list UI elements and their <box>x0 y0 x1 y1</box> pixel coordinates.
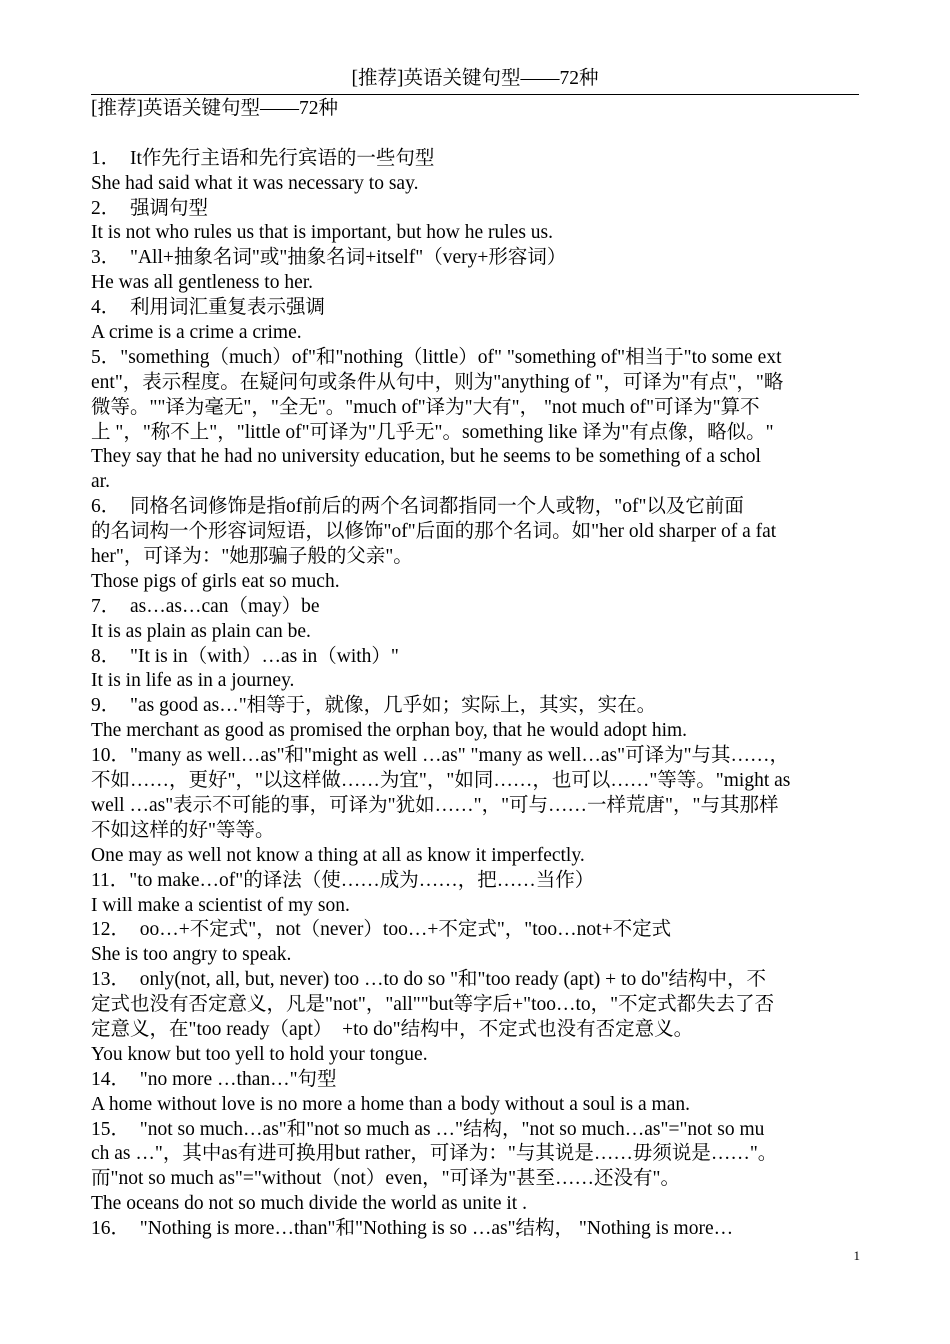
text-line: 微等。""译为毫无"，"全无"。"much of"译为"大有"， "not much of"可译为"算不 <box>91 396 760 418</box>
text-line: The merchant as good as promised the orphan boy, that he would adopt him. <box>91 720 688 742</box>
text-line: ch as …"，其中as有进可换用but rather，可译为："与其说是……毋须说是……"。 <box>91 1143 778 1165</box>
document-title: [推荐]英语关键句型——72种 <box>91 98 338 119</box>
text-line: Those pigs of girls eat so much. <box>91 570 340 592</box>
text-line: 2． 强调句型 <box>91 197 209 219</box>
page-number: 1 <box>853 1248 860 1263</box>
text-line: It is not who rules us that is important, but how he rules us. <box>91 222 554 244</box>
text-line: 不如……，更好"，"以这样做……为宜"，"如同……，也可以……"等等。"might as <box>91 770 791 792</box>
text-line: It is in life as in a journey. <box>91 670 295 692</box>
text-line: 而"not so much as"="without（not）even，"可译为"甚至……还没有"。 <box>91 1168 681 1190</box>
text-line: 14． "no more …than…"句型 <box>91 1068 337 1090</box>
text-line: 15． "not so much…as"和"not so much as …"结构，"not so much…as"="not so mu <box>91 1118 765 1140</box>
text-line: She is too angry to speak. <box>91 944 292 966</box>
text-line: 定意义，在"too ready（apt） +to do"结构中，不定式也没有否定意义。 <box>91 1018 694 1040</box>
text-line: A crime is a crime a crime. <box>91 322 302 344</box>
text-line: You know but too yell to hold your tongue. <box>91 1043 428 1065</box>
text-line: 不如这样的好"等等。 <box>91 819 275 841</box>
text-line: It is as plain as plain can be. <box>91 620 311 642</box>
text-line: 8． "It is in（with）…as in（with）" <box>91 645 399 667</box>
header-divider <box>91 94 859 95</box>
text-line: 上 "，"称不上"，"little of"可译为"几乎无"。something like 译为"有点像，略似。" <box>91 421 774 443</box>
text-line: 7． as…as…can（may）be <box>91 595 320 617</box>
text-line: 12． oo…+不定式"，not（never）too…+不定式"，"too…not+不定式 <box>91 919 672 941</box>
text-line: One may as well not know a thing at all as know it imperfectly. <box>91 844 585 866</box>
text-line: 4． 利用词汇重复表示强调 <box>91 297 326 319</box>
text-line: ent"，表示程度。在疑问句或条件从句中，则为"anything of "，可译为"有点"，"略 <box>91 371 784 393</box>
text-line: 9． "as good as…"相等于，就像，几乎如；实际上，其实，实在。 <box>91 695 657 717</box>
blank-line <box>91 122 859 147</box>
text-line: her"，可译为："她那骗子般的父亲"。 <box>91 546 413 568</box>
text-line: 定式也没有否定意义，凡是"not"，"all""but等字后+"too…to，"不定式都失去了否 <box>91 994 775 1016</box>
text-line: 16． "Nothing is more…than"和"Nothing is so …as"结构， "Nothing is more… <box>91 1218 734 1240</box>
page-header: [推荐]英语关键句型——72种 <box>351 68 599 89</box>
text-line: 11．"to make…of"的译法（使……成为……，把……当作） <box>91 869 595 891</box>
text-line: A home without love is no more a home than a body without a soul is a man. <box>91 1093 690 1115</box>
text-line: 1． It作先行主语和先行宾语的一些句型 <box>91 147 435 169</box>
text-line: 10．"many as well…as"和"might as well …as" "many as well…as"可译为"与其……， <box>91 745 790 767</box>
text-line: ar. <box>91 471 110 493</box>
text-line: I will make a scientist of my son. <box>91 894 350 916</box>
text-line: 13． only(not, all, but, never) too …to do so "和"too ready (apt) + to do"结构中，不 <box>91 969 767 991</box>
text-line: well …as"表示不可能的事，可译为"犹如……"，"可与……一样荒唐"，"与其那样 <box>91 794 779 816</box>
document-body <box>91 97 859 1242</box>
text-line: The oceans do not so much divide the world as unite it . <box>91 1193 527 1215</box>
text-line: 的名词构一个形容词短语，以修饰"of"后面的那个名词。如"her old sharper of a fat <box>91 521 777 543</box>
text-line: They say that he had no university education, but he seems to be something of a schol <box>91 446 761 468</box>
text-line: 5．"something（much）of"和"nothing（little）of" "something of"相当于"to some ext <box>91 346 782 368</box>
text-lines <box>91 147 859 1242</box>
text-line: She had said what it was necessary to say. <box>91 172 419 194</box>
text-line: He was all gentleness to her. <box>91 272 314 294</box>
text-line: 6． 同格名词修饰是指of前后的两个名词都指同一个人或物，"of"以及它前面 <box>91 496 744 518</box>
text-line: 3． "All+抽象名词"或"抽象名词+itself"（very+形容词） <box>91 247 567 269</box>
